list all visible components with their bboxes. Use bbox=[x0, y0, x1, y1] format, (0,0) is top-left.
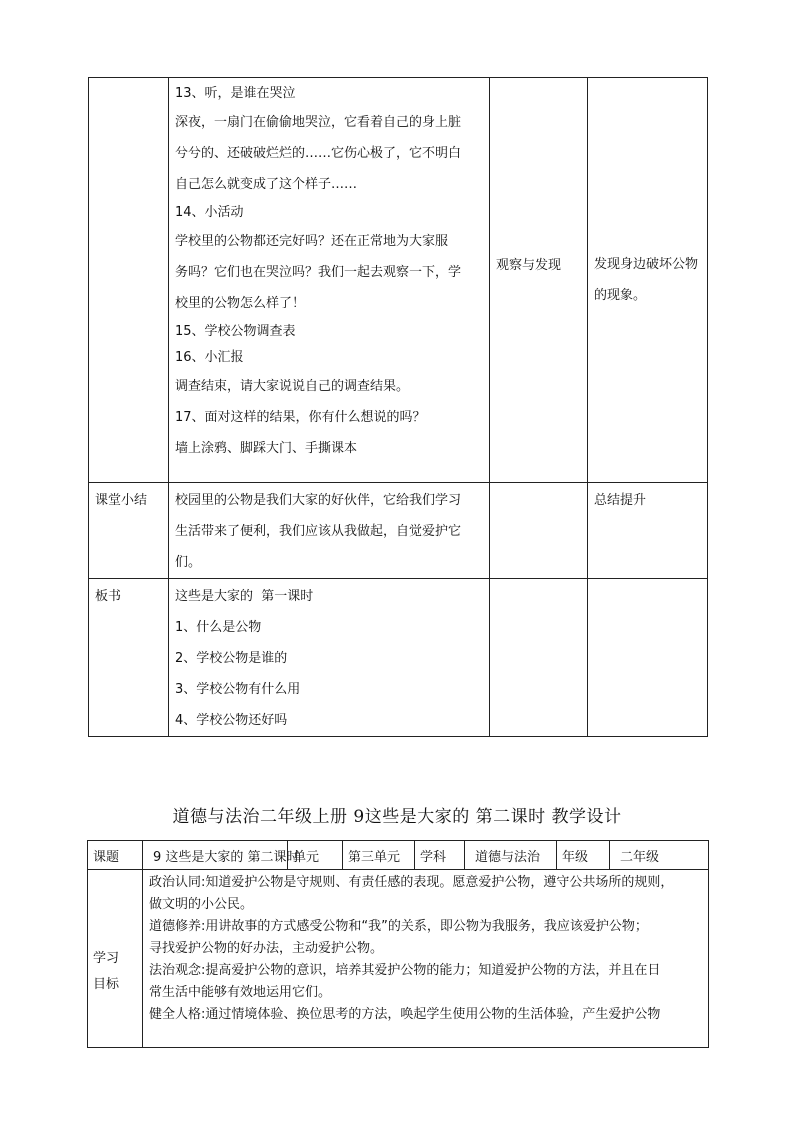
goals-label-line: 目标 bbox=[93, 976, 120, 992]
row-label-cell: 板书 bbox=[89, 579, 169, 737]
activity-heading-17: 17、面对这样的结果，你有什么想说的吗？ bbox=[175, 410, 426, 425]
goal-line: 健全人格:通过情境体验、换位思考的方法，唤起学生使用公物的生活体验，产生爱护公物 bbox=[149, 1007, 661, 1022]
activity-heading-16: 16、小汇报 bbox=[175, 350, 244, 365]
subject-value: 道德与法治 bbox=[465, 841, 557, 870]
topic-label: 课题 bbox=[88, 841, 143, 870]
table-header-row bbox=[88, 841, 709, 870]
student-activity-cell: 观察与发现 bbox=[490, 78, 588, 483]
activity-heading-13: 13、听，是谁在哭泣 bbox=[175, 86, 296, 101]
grade-label: 年级 bbox=[557, 841, 610, 870]
content-line: 务吗？它们也在哭泣吗？我们一起去观察一下，学 bbox=[175, 265, 462, 280]
goals-label-cell bbox=[88, 870, 143, 1048]
grade-value: 二年级 bbox=[610, 841, 709, 870]
topic-value: 9 这些是大家的 第二课时 bbox=[143, 841, 288, 870]
goal-line: 做文明的小公民。 bbox=[149, 897, 254, 912]
content-line: 4、学校公物还好吗 bbox=[175, 713, 288, 728]
goal-line: 政治认同:知道爱护公物是守规则、有责任感的表现。愿意爱护公物，遵守公共场所的规则， bbox=[149, 875, 674, 890]
table-row bbox=[89, 78, 708, 483]
page-title: 道德与法治二年级上册 9这些是大家的 第二课时 教学设计 bbox=[172, 807, 622, 827]
summary-content-cell bbox=[169, 483, 490, 579]
content-line: 这些是大家的 第一课时 bbox=[175, 589, 314, 604]
content-line: 深夜，一扇门在偷偷地哭泣，它看着自己的身上脏 bbox=[175, 115, 462, 130]
goals-label-line: 学习 bbox=[93, 950, 120, 966]
unit-value: 第三单元 bbox=[343, 841, 415, 870]
content-line: 校里的公物怎么样了！ bbox=[175, 296, 306, 311]
content-line: 学校里的公物都还完好吗？还在正常地为大家服 bbox=[175, 234, 449, 249]
activity-heading-14: 14、小活动 bbox=[175, 205, 244, 220]
content-line: 们。 bbox=[175, 555, 202, 570]
content-line: 自己怎么就变成了这个样子…… bbox=[175, 177, 358, 192]
goal-line: 道德修养:用讲故事的方式感受公物和“我”的关系，即公物为我服务，我应该爱护公物； bbox=[149, 919, 648, 934]
row-label-cell: 课堂小结 bbox=[89, 483, 169, 579]
lesson-design-table bbox=[87, 840, 709, 1048]
goal-line: 寻找爱护公物的好办法，主动爱护公物。 bbox=[149, 941, 384, 956]
table-row bbox=[89, 483, 708, 579]
design-intent-cell: 发现身边破坏公物的现象。 bbox=[588, 78, 708, 483]
goals-content-cell bbox=[143, 870, 709, 1048]
blackboard-content-cell bbox=[169, 579, 490, 737]
table-row bbox=[88, 870, 709, 1048]
content-line: 3、学校公物有什么用 bbox=[175, 682, 301, 697]
goal-line: 常生活中能够有效地运用它们。 bbox=[149, 985, 332, 1000]
row-label-cell bbox=[89, 78, 169, 483]
unit-label: 单元 bbox=[288, 841, 343, 870]
table-row bbox=[89, 579, 708, 737]
content-line: 校园里的公物是我们大家的好伙伴，它给我们学习 bbox=[175, 493, 462, 508]
content-line: 生活带来了便利，我们应该从我做起，自觉爱护它 bbox=[175, 524, 462, 539]
design-intent-cell: 总结提升 bbox=[588, 483, 708, 579]
content-line: 2、学校公物是谁的 bbox=[175, 651, 288, 666]
content-line: 1、什么是公物 bbox=[175, 620, 262, 635]
student-activity-cell bbox=[490, 579, 588, 737]
content-line: 兮兮的、还破破烂烂的……它伤心极了，它不明白 bbox=[175, 146, 462, 161]
activity-heading-15: 15、学校公物调查表 bbox=[175, 324, 296, 339]
lesson-activity-table bbox=[88, 77, 708, 737]
subject-label: 学科 bbox=[415, 841, 465, 870]
content-line: 调查结束，请大家说说自己的调查结果。 bbox=[175, 379, 410, 394]
design-intent-cell bbox=[588, 579, 708, 737]
content-line: 墙上涂鸦、脚踩大门、手撕课本 bbox=[175, 441, 358, 456]
student-activity-cell bbox=[490, 483, 588, 579]
goals-label-line bbox=[93, 920, 137, 946]
goal-line: 法治观念:提高爱护公物的意识，培养其爱护公物的能力；知道爱护公物的方法，并且在日 bbox=[149, 963, 661, 978]
teacher-activity-cell bbox=[169, 78, 490, 483]
